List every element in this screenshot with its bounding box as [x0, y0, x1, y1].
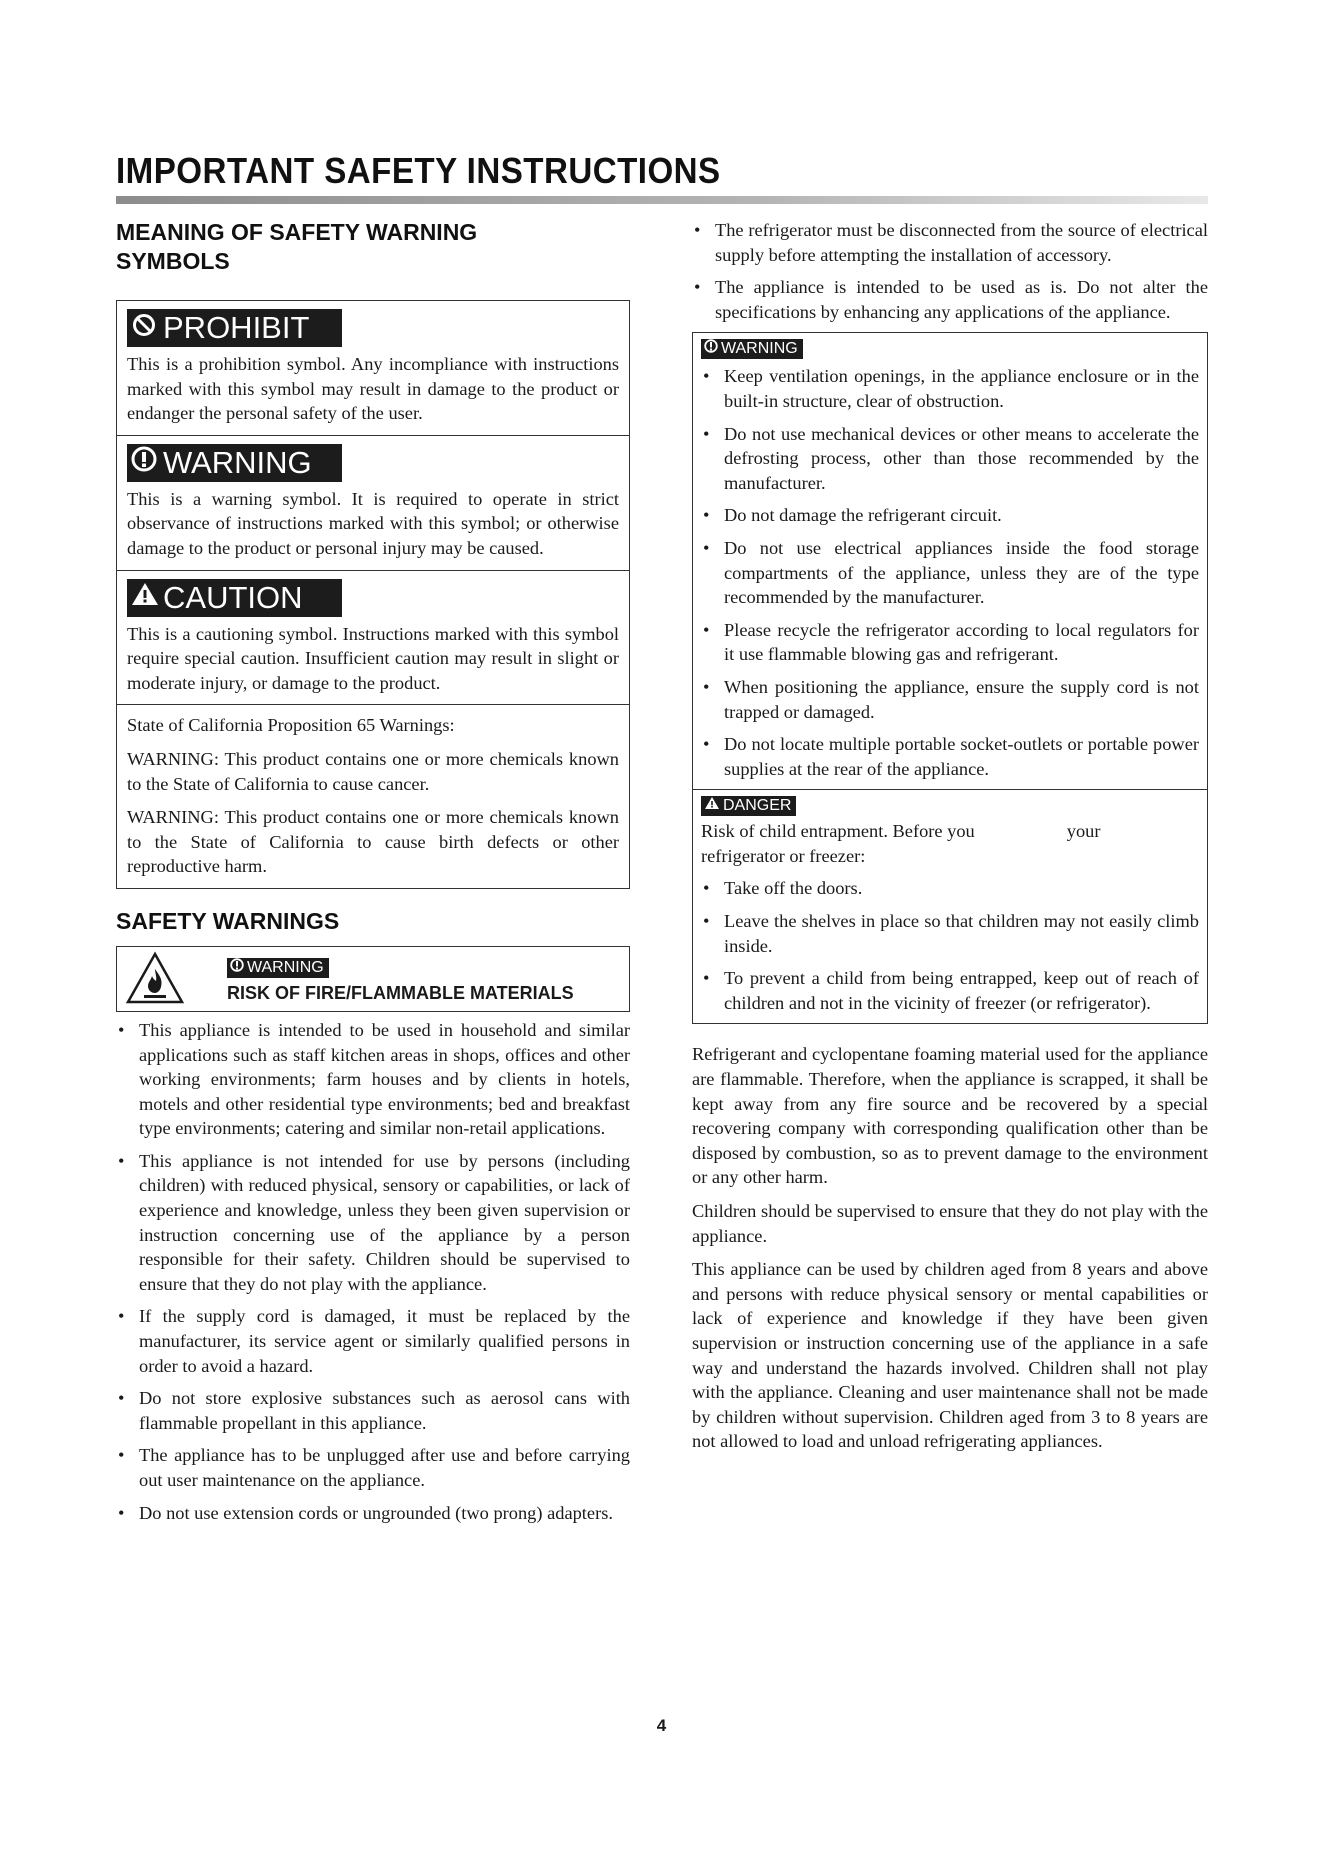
- list-item: • Do not store explosive substances such as aerosol cans with flammable propellant in this appliance.: [116, 1386, 630, 1435]
- safety-warnings-list: [116, 1018, 630, 1525]
- warning-box: [693, 333, 1207, 790]
- list-item: • The refrigerator must be disconnected from the source of electrical supply before attempting the installation of accessory.: [692, 218, 1208, 267]
- list-item: • This appliance is not intended for use by persons (including children) with reduced physical, sensory or capabilities, or lack of experience and knowledge, unless they been given supervision or instruction concerning use of the appliance by a person responsible for their safety. Children should be supervised to ensure that they do not play with the appliance.: [116, 1149, 630, 1297]
- warning-box-list: [701, 364, 1199, 781]
- warning-box-label: WARNING: [721, 340, 798, 358]
- prohibit-block: [117, 301, 629, 436]
- children-supervision-paragraph: Children should be supervised to ensure that they do not play with the appliance.: [692, 1201, 1208, 1246]
- list-item: • This appliance is intended to be used in household and similar applications such as staff kitchen areas in shops, offices and other working environments; farm houses and by clients in hotels, motels and other residential type environments; bed and breakfast type environments; catering and similar non-retail applications.: [116, 1018, 630, 1141]
- list-item: • Do not use mechanical devices or other means to accelerate the defrosting process, other than those recommended by the manufacturer.: [701, 422, 1199, 496]
- left-column: [116, 218, 630, 1533]
- safety-warnings-heading: SAFETY WARNINGS: [116, 907, 340, 934]
- danger-label: DANGER: [723, 797, 792, 815]
- danger-intro: [701, 819, 1199, 868]
- list-item: • Leave the shelves in place so that children may not easily climb inside.: [701, 909, 1199, 958]
- prop65-heading: State of California Proposition 65 Warnings:: [127, 715, 455, 736]
- warning-text: This is a warning symbol. It is required to operate in strict observance of instructions marked with this symbol; or otherwise damage to the product or personal injury may be caused.: [127, 488, 619, 558]
- danger-box: [693, 790, 1207, 1023]
- page-title: IMPORTANT SAFETY INSTRUCTIONS: [116, 150, 721, 191]
- caution-label: CAUTION: [163, 579, 303, 615]
- fire-warning-label: WARNING: [247, 958, 324, 976]
- danger-intro-start: Risk of child entrapment. Before you: [701, 821, 975, 842]
- list-item: • Keep ventilation openings, in the appliance enclosure or in the built-in structure, clear of obstruction.: [701, 364, 1199, 413]
- list-item: • Take off the doors.: [701, 876, 1199, 901]
- warning-box-badge: [701, 339, 803, 359]
- title-rule: [116, 196, 1208, 204]
- list-item: • Please recycle the refrigerator according to local regulators for it use flammable blowing gas and refrigerant.: [701, 618, 1199, 667]
- danger-list: [701, 876, 1199, 1015]
- list-item: • Do not locate multiple portable socket-outlets or portable power supplies at the rear of the appliance.: [701, 732, 1199, 781]
- list-item: • The appliance is intended to be used as is. Do not alter the specifications by enhancing any applications of the appliance.: [692, 275, 1208, 324]
- prohibit-badge: [127, 309, 342, 347]
- exclamation-circle-icon: [131, 444, 157, 482]
- list-item: • When positioning the appliance, ensure the supply cord is not trapped or damaged.: [701, 675, 1199, 724]
- list-item: • Do not use electrical appliances inside the food storage compartments of the appliance, unless they are of the type recommended by the manufacturer.: [701, 536, 1199, 610]
- warning-danger-box: [692, 332, 1208, 1024]
- prohibit-icon: [131, 309, 157, 347]
- warning-badge: [127, 444, 342, 482]
- list-item: • To prevent a child from being entrapped, keep out of reach of children and not in the vicinity of freezer (or refrigerator).: [701, 966, 1199, 1015]
- list-item: • Do not damage the refrigerant circuit.: [701, 503, 1199, 528]
- meaning-heading: MEANING OF SAFETY WARNING SYMBOLS: [116, 219, 478, 274]
- warning-block: [117, 436, 629, 571]
- page-number: 4: [656, 1716, 667, 1735]
- caution-text: This is a cautioning symbol. Instructions marked with this symbol require special caution. Insufficient caution may result in slight or moderate injury, or damage to the product.: [127, 623, 619, 693]
- symbols-box: [116, 300, 630, 889]
- top-bullets-list: [692, 218, 1208, 324]
- list-item: • Do not use extension cords or ungrounded (two prong) adapters.: [116, 1501, 630, 1526]
- prop65-warning-birth: WARNING: This product contains one or more chemicals known to the State of California to cause birth defects or other reproductive harm.: [127, 807, 619, 877]
- list-item: • The appliance has to be unplugged after use and before carrying out user maintenance on the appliance.: [116, 1443, 630, 1492]
- prohibit-text: This is a prohibition symbol. Any incompliance with instructions marked with this symbol may result in damage to the product or endanger the personal safety of the user.: [127, 354, 619, 424]
- caution-block: [117, 571, 629, 706]
- warning-triangle-icon: [704, 796, 720, 816]
- right-paragraphs: [692, 1042, 1208, 1454]
- danger-intro-end: your: [1066, 821, 1101, 842]
- right-column: [692, 218, 1208, 1454]
- flammable-triangle-icon: [125, 951, 185, 1005]
- prohibit-label: PROHIBIT: [163, 310, 310, 345]
- warning-triangle-icon: [131, 579, 157, 617]
- prop65-warning-cancer: WARNING: This product contains one or more chemicals known to the State of California to cause cancer.: [127, 748, 619, 794]
- prop65-block: [117, 705, 629, 888]
- fire-risk-label: RISK OF FIRE/FLAMMABLE MATERIALS: [227, 982, 574, 1003]
- exclamation-circle-icon: [230, 958, 244, 978]
- danger-intro-line2: refrigerator or freezer:: [701, 845, 866, 866]
- danger-badge: [701, 796, 796, 816]
- children-use-paragraph: This appliance can be used by children aged from 8 years and above and persons with reduce physical sensory or mental capabilities or lack of experience and knowledge if they have been given supervision or instruction concerning use of the appliance in a safe way and understand the hazards involved. Children shall not play with the appliance. Cleaning and user maintenance shall not be made by children without supervision. Children aged from 3 to 8 years are not allowed to load and unload refrigerating appliances.: [692, 1259, 1208, 1452]
- refrigerant-paragraph: Refrigerant and cyclopentane foaming material used for the appliance are flammable. Therefore, when the appliance is scrapped, it shall be kept away from any fire source and be recovered by a special recovering company with corresponding qualification other than be disposed by combustion, so as to prevent damage to the environment or any other harm.: [692, 1044, 1208, 1188]
- exclamation-circle-icon: [704, 339, 718, 359]
- caution-badge: [127, 579, 342, 617]
- fire-warning-box: [116, 946, 630, 1012]
- warning-label: WARNING: [163, 444, 312, 480]
- list-item: • If the supply cord is damaged, it must be replaced by the manufacturer, its service agent or similarly qualified persons in order to avoid a hazard.: [116, 1304, 630, 1378]
- fire-warning-badge: [227, 958, 329, 978]
